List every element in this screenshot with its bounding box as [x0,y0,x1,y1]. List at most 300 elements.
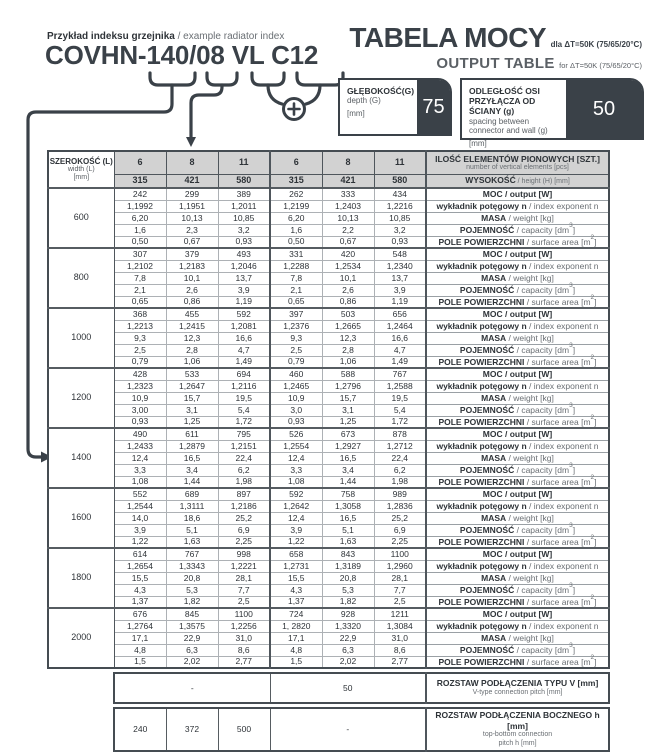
value-cell: 6,3 [322,644,374,656]
value-cell: 1, 2820 [270,620,322,632]
row-label-cell: MASA / weight [kg] [426,512,609,524]
spec-row [48,548,609,560]
value-cell: 5,4 [374,404,426,416]
value-cell: 1,2102 [114,260,166,272]
row-label-cell: wykładnik potęgowy n / index exponent n [426,620,609,632]
value-cell: 3,0 [270,404,322,416]
value-cell: 758 [322,488,374,500]
value-cell: 1,5 [270,656,322,668]
row-label-cell: POJEMNOŚĆ / capacity $[dm^3]$ [426,644,609,656]
value-cell: 20,8 [166,572,218,584]
value-cell: 1,2465 [270,380,322,392]
value-cell: 1,2554 [270,440,322,452]
value-cell: 28,1 [218,572,270,584]
value-cell: 493 [218,248,270,260]
width-header-unit: [mm] [73,173,90,181]
value-cell: 0,93 [374,236,426,248]
spec-row [48,296,609,308]
spec-row [48,572,609,584]
value-cell: 1,82 [322,596,374,608]
value-cell: 1,22 [114,536,166,548]
value-cell: 1,2588 [374,380,426,392]
value-cell: 3,3 [270,464,322,476]
value-cell: 6,2 [374,464,426,476]
value-cell: 5,1 [322,524,374,536]
value-cell: 0,86 [322,296,374,308]
value-cell: 13,7 [218,272,270,284]
value-cell: 1,63 [166,536,218,548]
value-cell: 5,1 [166,524,218,536]
plus-icon [284,99,305,120]
spec-row [48,188,609,200]
spacing-label-pl1: ODLEGŁOŚĆ OSI [469,86,540,96]
value-cell: 4,7 [374,344,426,356]
value-cell: 1,98 [218,476,270,488]
spec-row [48,428,609,440]
value-cell: 1,3320 [322,620,374,632]
value-cell: 2,8 [322,344,374,356]
value-cell: 1,25 [166,416,218,428]
value-cell: 1,08 [114,476,166,488]
value-cell: 1,44 [322,476,374,488]
height-header-value: 580 [374,174,426,188]
value-cell: 2,1 [270,284,322,296]
value-cell: 389 [218,188,270,200]
row-label-cell: POLE POWIERZCHNI / surface area $[m^2]$ [426,596,609,608]
value-cell: 397 [270,308,322,320]
value-cell: 7,8 [270,272,322,284]
row-label-cell: POJEMNOŚĆ / capacity $[dm^3]$ [426,524,609,536]
value-cell: 16,5 [322,452,374,464]
row-label-cell: MASA / weight [kg] [426,272,609,284]
value-cell: 4,3 [270,584,322,596]
v-connection-table [113,672,610,704]
value-cell: 4,8 [114,644,166,656]
spec-row [48,332,609,344]
row-label-cell: MASA / weight [kg] [426,632,609,644]
value-cell: 0,65 [114,296,166,308]
output-table [47,150,610,669]
value-cell: 18,6 [166,512,218,524]
value-cell: 2,3 [166,224,218,236]
spec-row [48,584,609,596]
spec-row [48,320,609,332]
value-cell: 299 [166,188,218,200]
width-value-cell: 1200 [48,368,114,428]
value-cell: 1,2836 [374,500,426,512]
height-header-row [48,174,609,188]
spec-row [48,476,609,488]
width-header-en: width (L) [67,166,95,174]
value-cell: 1,2642 [270,500,322,512]
row-label-cell: MOC / output [W] [426,548,609,560]
value-cell: 10,85 [374,212,426,224]
value-cell: 10,1 [166,272,218,284]
row-label-cell: wykładnik potęgowy n / index exponent n [426,500,609,512]
spec-row [48,644,609,656]
value-cell: 1,37 [114,596,166,608]
value-cell: 1,1951 [166,200,218,212]
value-cell: 1,37 [270,596,322,608]
value-cell: 3,4 [166,464,218,476]
spacing-spec-label [462,80,566,148]
value-cell: 0,65 [270,296,322,308]
value-cell: 13,7 [374,272,426,284]
value-cell: 1100 [374,548,426,560]
value-cell: 1,3111 [166,500,218,512]
spec-row [48,440,609,452]
value-cell: 2,25 [218,536,270,548]
value-cell: 20,8 [322,572,374,584]
value-cell: 1,2151 [218,440,270,452]
row-label-cell: wykładnik potęgowy n / index exponent n [426,260,609,272]
value-cell: 1,44 [166,476,218,488]
value-cell: 4,3 [114,584,166,596]
value-cell: 1,2960 [374,560,426,572]
value-cell: 1,2011 [218,200,270,212]
spacing-spec-box [460,78,644,148]
value-cell: 2,5 [374,596,426,608]
value-cell: 1,2081 [218,320,270,332]
value-cell: 6,9 [374,524,426,536]
page-title-en: OUTPUT TABLE [436,55,555,72]
value-cell: 25,2 [374,512,426,524]
v-pitch-label-pl: ROZSTAW PODŁĄCZENIA TYPU V [mm] [436,678,599,689]
value-cell: 10,9 [270,392,322,404]
value-cell: 1,06 [166,356,218,368]
elements-header-label [426,151,609,174]
spec-row [48,236,609,248]
value-cell: 2,25 [374,536,426,548]
value-cell: 15,5 [114,572,166,584]
spec-row [48,356,609,368]
row-label-cell: POLE POWIERZCHNI / surface area $[m^2]$ [426,356,609,368]
spacing-label-en1: spacing between [469,116,530,126]
value-cell: 0,93 [270,416,322,428]
spec-row [48,380,609,392]
value-cell: 1,19 [374,296,426,308]
spec-row [48,368,609,380]
width-value-cell: 1600 [48,488,114,548]
value-cell: 0,93 [218,236,270,248]
value-cell: 0,93 [114,416,166,428]
row-label-cell: POJEMNOŚĆ / capacity $[dm^3]$ [426,404,609,416]
spec-row [48,524,609,536]
connector-line-connection-to-plus [306,85,320,104]
value-cell: 12,4 [270,452,322,464]
value-cell: 31,0 [374,632,426,644]
row-label-cell: POJEMNOŚĆ / capacity $[dm^3]$ [426,344,609,356]
value-cell: 1,2199 [270,200,322,212]
spec-row [48,392,609,404]
value-cell: 3,9 [374,284,426,296]
spacing-unit: [mm] [469,138,487,148]
spacing-value: 50 [566,80,642,138]
spec-row [48,560,609,572]
value-cell: 611 [166,428,218,440]
spec-row [48,212,609,224]
value-cell: 928 [322,608,374,620]
spec-row [48,536,609,548]
element-count-header: 6 [270,151,322,174]
value-cell: 307 [114,248,166,260]
row-label-cell: POJEMNOŚĆ / capacity $[dm^3]$ [426,464,609,476]
spec-row [48,656,609,668]
value-cell: 767 [374,368,426,380]
v-connection-row [114,673,609,703]
value-cell: 15,7 [322,392,374,404]
value-cell: 548 [374,248,426,260]
depth-spec-box [338,78,452,136]
spec-row [48,260,609,272]
value-cell: 3,2 [374,224,426,236]
value-cell: 331 [270,248,322,260]
value-cell: 1,2927 [322,440,374,452]
v-pitch-group1: - [114,673,270,703]
value-cell: 6,3 [166,644,218,656]
value-cell: 379 [166,248,218,260]
value-cell: 5,3 [166,584,218,596]
spec-row [48,308,609,320]
value-cell: 2,5 [218,596,270,608]
value-cell: 1,49 [374,356,426,368]
value-cell: 1,2464 [374,320,426,332]
value-cell: 1,82 [166,596,218,608]
width-value-cell: 2000 [48,608,114,668]
value-cell: 2,77 [218,656,270,668]
value-cell: 1,2879 [166,440,218,452]
row-label-cell: MOC / output [W] [426,368,609,380]
value-cell: 1,2340 [374,260,426,272]
spec-row [48,608,609,620]
spec-row [48,512,609,524]
value-cell: 1100 [218,608,270,620]
value-cell: 1,2647 [166,380,218,392]
element-count-header: 11 [218,151,270,174]
value-cell: 19,5 [374,392,426,404]
value-cell: 1,2764 [114,620,166,632]
value-cell: 5,4 [218,404,270,416]
value-cell: 1,2654 [114,560,166,572]
value-cell: 533 [166,368,218,380]
spec-row [48,344,609,356]
value-cell: 262 [270,188,322,200]
row-label-cell: MASA / weight [kg] [426,572,609,584]
row-label-cell: POLE POWIERZCHNI / surface area $[m^2]$ [426,536,609,548]
value-cell: 10,9 [114,392,166,404]
value-cell: 6,9 [218,524,270,536]
value-cell: 1,22 [270,536,322,548]
value-cell: 1,63 [322,536,374,548]
value-cell: 10,1 [322,272,374,284]
value-cell: 368 [114,308,166,320]
page-title-en-note: for ΔT=50K (75/65/20°C) [559,61,642,70]
value-cell: 724 [270,608,322,620]
row-label-cell: MOC / output [W] [426,308,609,320]
side-connection-row [114,708,609,751]
value-cell: 2,6 [166,284,218,296]
value-cell: 1,5 [114,656,166,668]
value-cell: 1,72 [218,416,270,428]
value-cell: 9,3 [270,332,322,344]
value-cell: 592 [270,488,322,500]
value-cell: 0,79 [270,356,322,368]
value-cell: 1,72 [374,416,426,428]
value-cell: 2,77 [374,656,426,668]
spec-row [48,452,609,464]
value-cell: 1,08 [270,476,322,488]
value-cell: 6,20 [270,212,322,224]
value-cell: 0,67 [322,236,374,248]
value-cell: 592 [218,308,270,320]
value-cell: 10,13 [322,212,374,224]
bracket-connection-segment [297,73,343,85]
elements-header-pl: ILOŚĆ ELEMENTÓW PIONOWYCH [SZT.] [435,153,600,164]
value-cell: 1,2256 [218,620,270,632]
value-cell: 1,98 [374,476,426,488]
row-label-cell: MASA / weight [kg] [426,392,609,404]
value-cell: 22,9 [322,632,374,644]
side-pitch-label [426,708,609,751]
row-label-cell: wykładnik potęgowy n / index exponent n [426,320,609,332]
value-cell: 9,3 [114,332,166,344]
row-label-cell: POLE POWIERZCHNI / surface area $[m^2]$ [426,296,609,308]
value-cell: 4,8 [270,644,322,656]
value-cell: 1211 [374,608,426,620]
value-cell: 0,86 [166,296,218,308]
value-cell: 2,8 [166,344,218,356]
value-cell: 16,5 [322,512,374,524]
value-cell: 998 [218,548,270,560]
element-count-header: 11 [374,151,426,174]
value-cell: 12,4 [270,512,322,524]
value-cell: 1,25 [322,416,374,428]
row-label-cell: wykładnik potęgowy n / index exponent n [426,380,609,392]
row-label-cell: wykładnik potęgowy n / index exponent n [426,200,609,212]
elements-header-row [48,151,609,174]
spec-row [48,248,609,260]
arrow-down-icon [186,137,196,147]
value-cell: 428 [114,368,166,380]
row-label-cell: wykładnik potęgowy n / index exponent n [426,560,609,572]
spacing-label-en2: connector and wall (g) [469,126,548,136]
value-cell: 12,3 [166,332,218,344]
value-cell: 12,4 [114,452,166,464]
value-cell: 658 [270,548,322,560]
value-cell: 767 [166,548,218,560]
value-cell: 1,2186 [218,500,270,512]
value-cell: 0,67 [166,236,218,248]
value-cell: 6,2 [218,464,270,476]
spec-row [48,500,609,512]
value-cell: 5,3 [322,584,374,596]
value-cell: 843 [322,548,374,560]
value-cell: 1,2288 [270,260,322,272]
row-label-cell: MOC / output [W] [426,428,609,440]
value-cell: 897 [218,488,270,500]
value-cell: 10,13 [166,212,218,224]
row-label-cell: wykładnik potęgowy n / index exponent n [426,440,609,452]
side-pitch-label-pl: ROZSTAW PODŁĄCZENIA BOCZNEGO h [mm] [435,710,600,731]
value-cell: 0,79 [114,356,166,368]
v-pitch-label [426,673,609,703]
width-value-cell: 1400 [48,428,114,488]
value-cell: 16,5 [166,452,218,464]
value-cell: 1,06 [322,356,374,368]
value-cell: 1,2323 [114,380,166,392]
value-cell: 17,1 [114,632,166,644]
value-cell: 1,2213 [114,320,166,332]
height-header-value: 580 [218,174,270,188]
value-cell: 1,3575 [166,620,218,632]
value-cell: 588 [322,368,374,380]
depth-label-pl: GŁĘBOKOŚĆ(G) [347,86,415,96]
value-cell: 10,85 [218,212,270,224]
element-count-header: 8 [166,151,218,174]
spec-row [48,224,609,236]
value-cell: 19,5 [218,392,270,404]
value-cell: 7,7 [374,584,426,596]
height-header-value: 421 [322,174,374,188]
bracket-width-segment [150,73,195,85]
spec-row [48,488,609,500]
value-cell: 420 [322,248,374,260]
value-cell: 3,1 [322,404,374,416]
v-pitch-group2: 50 [270,673,426,703]
value-cell: 689 [166,488,218,500]
row-label-cell: MASA / weight [kg] [426,452,609,464]
value-cell: 22,4 [218,452,270,464]
bracket-type-segment [252,73,284,85]
value-cell: 16,6 [218,332,270,344]
value-cell: 1,2544 [114,500,166,512]
value-cell: 1,2796 [322,380,374,392]
element-count-header: 8 [322,151,374,174]
side-pitch-label-en2: pitch h [mm] [498,740,537,747]
value-cell: 1,19 [218,296,270,308]
value-cell: 614 [114,548,166,560]
connector-line-elements-to-column [191,85,222,138]
row-label-cell: MASA / weight [kg] [426,212,609,224]
width-header-cell [48,151,114,188]
side-pitch-value: 500 [218,708,270,751]
value-cell: 3,4 [322,464,374,476]
spec-row [48,632,609,644]
v-pitch-label-en: V-type connection pitch [mm] [472,688,563,696]
value-cell: 455 [166,308,218,320]
value-cell: 28,1 [374,572,426,584]
value-cell: 503 [322,308,374,320]
height-header-value: 421 [166,174,218,188]
row-label-cell: MOC / output [W] [426,608,609,620]
value-cell: 1,2403 [322,200,374,212]
value-cell: 1,2183 [166,260,218,272]
value-cell: 333 [322,188,374,200]
value-cell: 8,6 [218,644,270,656]
value-cell: 2,1 [114,284,166,296]
value-cell: 1,2415 [166,320,218,332]
value-cell: 15,5 [270,572,322,584]
value-cell: 3,9 [218,284,270,296]
height-header-pl: WYSOKOŚĆ [465,175,516,186]
row-label-cell: POJEMNOŚĆ / capacity $[dm^3]$ [426,584,609,596]
value-cell: 490 [114,428,166,440]
value-cell: 0,50 [114,236,166,248]
value-cell: 17,1 [270,632,322,644]
value-cell: 16,6 [374,332,426,344]
value-cell: 2,02 [322,656,374,668]
value-cell: 2,02 [166,656,218,668]
